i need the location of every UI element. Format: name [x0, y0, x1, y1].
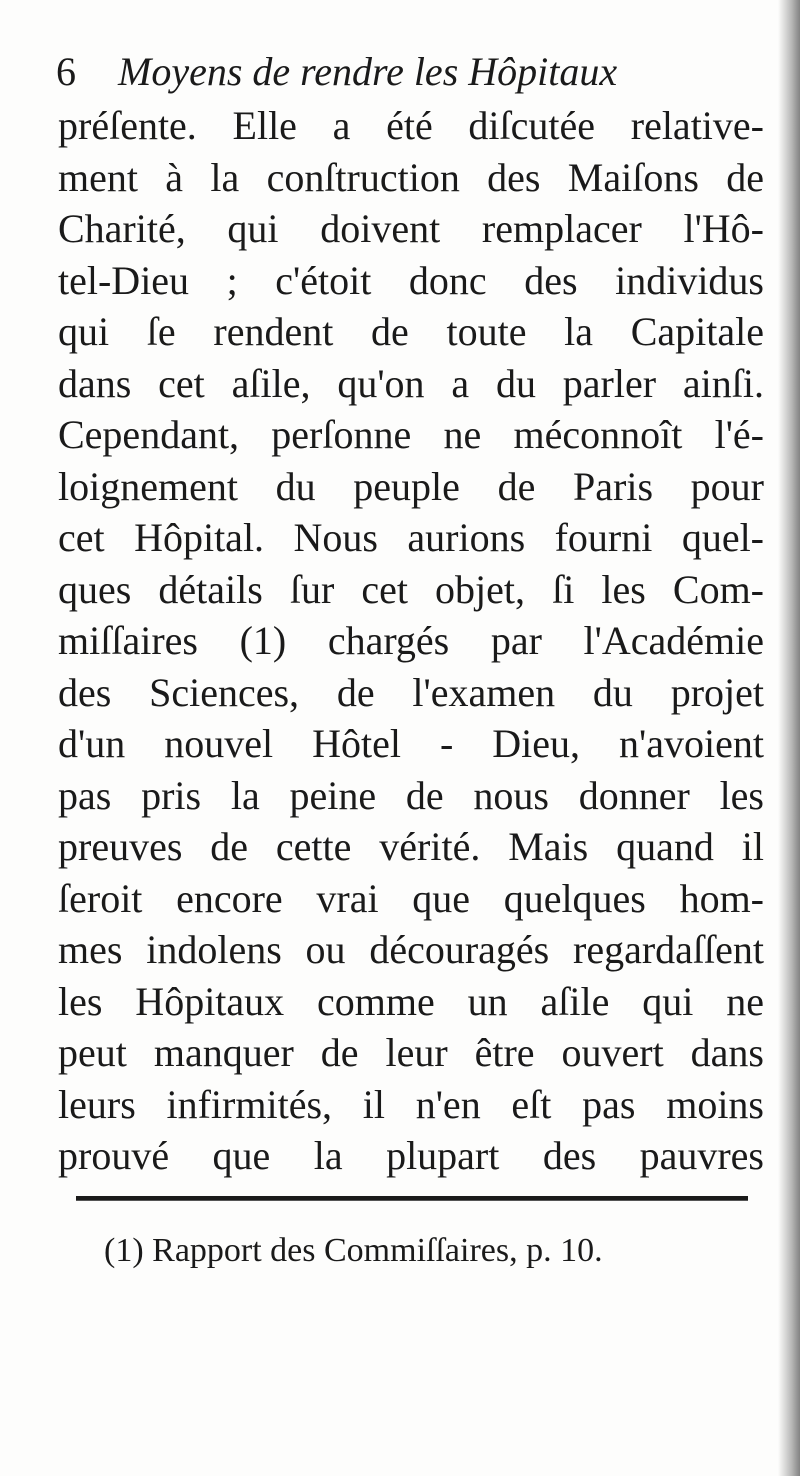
- text-line: prouvé que la plupart des pauvres: [58, 1133, 764, 1178]
- text-line: préſente. Elle a été diſcutée relative-: [58, 103, 764, 148]
- text-line: Charité, qui doivent remplacer l'Hô-: [58, 206, 764, 251]
- text-line: Cependant, perſonne ne méconnoît l'é-: [58, 412, 764, 457]
- text-line: leurs infirmités, il n'en eſt pas moins: [58, 1081, 764, 1127]
- footnote-separator-rule: [76, 1196, 748, 1201]
- text-line: cet Hôpital. Nous aurions fourni quel-: [58, 515, 764, 560]
- text-line: tel-Dieu ; c'étoit donc des individus: [58, 257, 764, 303]
- text-line: pas pris la peine de nous donner les: [58, 772, 764, 818]
- text-line: des Sciences, de l'examen du projet: [58, 669, 764, 715]
- text-line: miſſaires (1) chargés par l'Académie: [58, 618, 764, 663]
- text-line: les Hôpitaux comme un aſile qui ne: [58, 978, 764, 1024]
- text-line: preuves de cette vérité. Mais quand il: [58, 824, 764, 869]
- body-text: [58, 100, 764, 1182]
- text-line: dans cet aſile, qu'on a du parler ainſi.: [58, 360, 764, 406]
- running-header: [56, 42, 756, 102]
- text-line: peut manquer de leur être ouvert dans: [58, 1030, 764, 1075]
- footnote: (1) Rapport des Commiſſaires, p. 10.: [104, 1232, 603, 1269]
- text-line: ment à la conſtruction des Maiſons de: [58, 154, 764, 200]
- text-line: qui ſe rendent de toute la Capitale: [58, 309, 764, 354]
- page-edge-shadow: [778, 0, 800, 1476]
- running-title: Moyens de rendre les Hôpitaux: [118, 49, 618, 94]
- text-line: ques détails ſur cet objet, ſi les Com-: [58, 566, 764, 612]
- text-line: d'un nouvel Hôtel - Dieu, n'avoient: [58, 721, 764, 766]
- text-line: ſeroit encore vrai que quelques hom-: [58, 875, 764, 921]
- page-number: 6: [56, 49, 76, 94]
- text-line: mes indolens ou découragés regardaſſent: [58, 927, 764, 972]
- text-line: loignement du peuple de Paris pour: [58, 463, 764, 509]
